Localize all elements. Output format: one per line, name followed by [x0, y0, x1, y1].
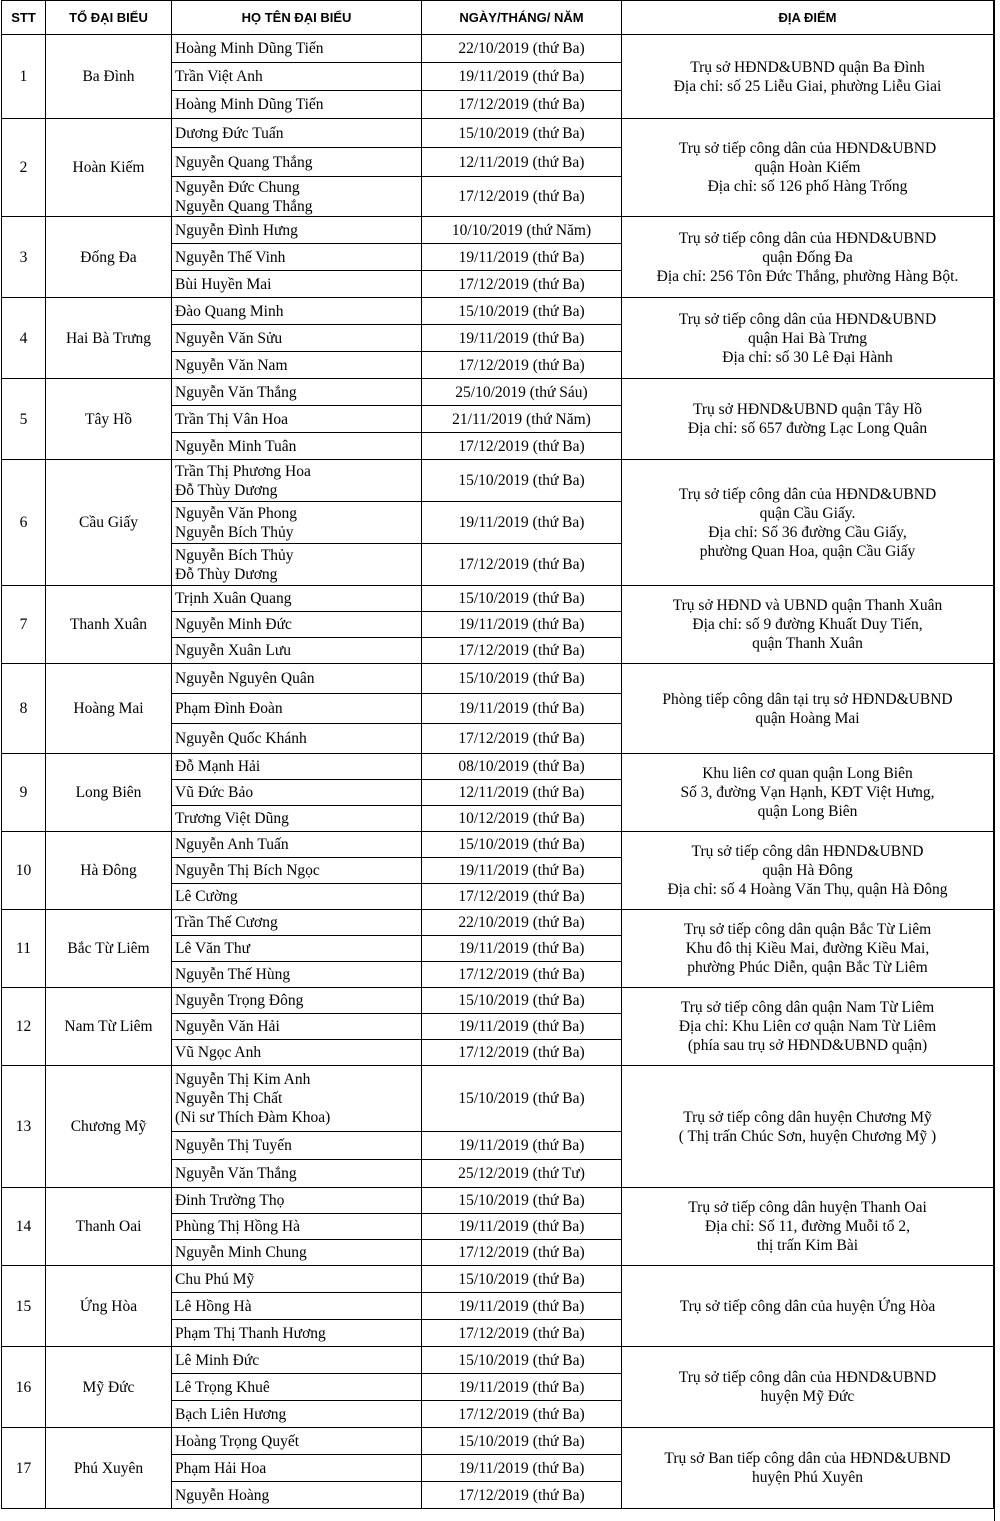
location-line: thị trấn Kim Bài: [756, 1237, 859, 1254]
delegate-name: Dương Đức Tuấn: [175, 124, 284, 142]
delegate-names: [172, 1160, 422, 1188]
location-line: Địa chỉ: Số 11, đường Muỗi tổ 2,: [704, 1218, 911, 1235]
delegate-name: Vũ Đức Bảo: [175, 784, 254, 801]
delegate-names: [172, 148, 422, 177]
delegation-name: Hoàn Kiếm: [46, 119, 172, 217]
location-line: quận Cầu Giấy.: [759, 504, 856, 522]
location-line: Khu liên cơ quan quận Long Biên: [702, 765, 913, 782]
delegate-name: Nguyễn Văn Phong: [175, 504, 297, 522]
location-line: Trụ sở tiếp công dân quận Bắc Từ Liêm: [683, 921, 932, 938]
meeting-date: 17/12/2019 (thứ Ba): [422, 352, 622, 379]
delegate-name: Hoàng Trọng Quyết: [175, 1432, 300, 1450]
meeting-location: [622, 832, 994, 910]
header-name: HỌ TÊN ĐẠI BIỂU: [172, 1, 422, 35]
delegation-name: Ứng Hòa: [46, 1266, 172, 1347]
delegate-name: Nguyễn Bích Thủy: [175, 523, 294, 541]
delegation-name: Ba Đình: [46, 35, 172, 119]
delegate-name: Lê Cường: [175, 888, 238, 905]
delegate-names: [172, 502, 422, 544]
delegation-name: Cầu Giấy: [46, 460, 172, 586]
table-row: [2, 988, 994, 1014]
location-line: Trụ sở Ban tiếp công dân của HĐND&UBND: [664, 1450, 951, 1467]
delegate-names: [172, 884, 422, 910]
meeting-location: [622, 664, 994, 754]
delegate-name: Nguyễn Hoàng: [175, 1486, 270, 1504]
header-stt: STT: [2, 1, 46, 35]
delegate-name: Nguyễn Văn Nam: [175, 356, 288, 374]
delegate-names: [172, 35, 422, 63]
meeting-date: 15/10/2019 (thứ Ba): [422, 832, 622, 858]
meeting-date: 15/10/2019 (thứ Ba): [422, 1066, 622, 1132]
meeting-date: 17/12/2019 (thứ Ba): [422, 177, 622, 217]
delegate-name: Nguyễn Minh Đức: [175, 616, 292, 633]
delegate-name: (Ni sư Thích Đàm Khoa): [175, 1109, 331, 1126]
location-line: quận Hoàng Mai: [755, 709, 860, 727]
location-line: Trụ sở tiếp công dân của HĐND&UBND: [678, 1369, 937, 1386]
meeting-date: 17/12/2019 (thứ Ba): [422, 1320, 622, 1347]
meeting-location: [622, 35, 994, 119]
location-line: Trụ sở tiếp công dân quận Nam Từ Liêm: [680, 999, 935, 1016]
header-group: TỔ ĐẠI BIỂU: [46, 1, 172, 35]
meeting-location: [622, 754, 994, 832]
table-row: [2, 1347, 994, 1374]
row-number: 8: [2, 664, 46, 754]
delegate-names: [172, 177, 422, 217]
meeting-date: 08/10/2019 (thứ Ba): [422, 754, 622, 780]
delegate-names: [172, 298, 422, 325]
meeting-date: 15/10/2019 (thứ Ba): [422, 298, 622, 325]
delegate-name: Chu Phú Mỹ: [175, 1270, 255, 1288]
delegate-name: Nguyễn Thị Tuyến: [175, 1137, 292, 1154]
row-number: 2: [2, 119, 46, 217]
delegate-name: Bạch Liên Hương: [175, 1405, 287, 1423]
meeting-date: 19/11/2019 (thứ Ba): [422, 502, 622, 544]
delegate-names: [172, 1428, 422, 1455]
meeting-date: 15/10/2019 (thứ Ba): [422, 586, 622, 612]
meeting-date: 10/12/2019 (thứ Ba): [422, 806, 622, 832]
delegate-names: [172, 910, 422, 936]
delegate-name: Lê Minh Đức: [175, 1351, 260, 1369]
delegate-name: Nguyễn Văn Sửu: [175, 329, 283, 347]
delegate-names: [172, 988, 422, 1014]
delegate-name: Trịnh Xuân Quang: [175, 590, 292, 607]
delegate-name: Lê Văn Thư: [175, 940, 250, 957]
delegate-name: Nguyễn Văn Thắng: [175, 1165, 297, 1182]
delegate-names: [172, 832, 422, 858]
delegate-name: Nguyễn Quang Thắng: [175, 153, 313, 171]
meeting-date: 19/11/2019 (thứ Ba): [422, 244, 622, 271]
meeting-date: 19/11/2019 (thứ Ba): [422, 63, 622, 91]
delegation-name: Hai Bà Trưng: [46, 298, 172, 379]
delegate-names: [172, 1188, 422, 1214]
table-row: [2, 217, 994, 244]
meeting-date: 15/10/2019 (thứ Ba): [422, 119, 622, 148]
meeting-date: 19/11/2019 (thứ Ba): [422, 858, 622, 884]
delegate-names: [172, 271, 422, 298]
delegation-name: Thanh Oai: [46, 1188, 172, 1266]
delegate-names: [172, 244, 422, 271]
header-date: NGÀY/THÁNG/ NĂM: [422, 1, 622, 35]
meeting-date: 17/12/2019 (thứ Ba): [422, 433, 622, 460]
row-number: 7: [2, 586, 46, 664]
location-line: quận Hoàn Kiếm: [754, 159, 861, 176]
row-number: 4: [2, 298, 46, 379]
delegate-name: Lê Hồng Hà: [175, 1297, 252, 1315]
table-row: [2, 1066, 994, 1132]
delegate-names: [172, 1320, 422, 1347]
delegation-name: Tây Hồ: [46, 379, 172, 460]
location-line: Địa chỉ: số 4 Hoàng Văn Thụ, quận Hà Đông: [667, 881, 948, 898]
delegation-name: Phú Xuyên: [46, 1428, 172, 1509]
location-line: quận Đống Đa: [762, 248, 853, 266]
meeting-date: 17/12/2019 (thứ Ba): [422, 1482, 622, 1509]
meeting-date: 10/10/2019 (thứ Năm): [422, 217, 622, 244]
table-row: [2, 460, 994, 502]
location-line: Trụ sở tiếp công dân HĐND&UBND: [691, 843, 924, 860]
delegate-name: Nguyễn Anh Tuấn: [175, 836, 289, 853]
location-line: Trụ sở HĐND&UBND quận Ba Đình: [690, 58, 925, 76]
delegate-name: Nguyễn Nguyên Quân: [175, 670, 315, 687]
delegate-names: [172, 1240, 422, 1266]
meeting-location: [622, 1066, 994, 1188]
delegation-name: Nam Từ Liêm: [46, 988, 172, 1066]
delegate-names: [172, 1014, 422, 1040]
meeting-date: 17/12/2019 (thứ Ba): [422, 271, 622, 298]
schedule-table: [1, 0, 994, 1509]
table-row: [2, 832, 994, 858]
meeting-date: 21/11/2019 (thứ Năm): [422, 406, 622, 433]
delegate-name: Đỗ Thùy Dương: [175, 565, 278, 583]
meeting-date: 19/11/2019 (thứ Ba): [422, 694, 622, 724]
meeting-location: [622, 119, 994, 217]
delegate-names: [172, 406, 422, 433]
meeting-date: 19/11/2019 (thứ Ba): [422, 1455, 622, 1482]
delegate-name: Nguyễn Minh Chung: [175, 1244, 307, 1261]
delegate-names: [172, 1040, 422, 1066]
meeting-date: 19/11/2019 (thứ Ba): [422, 1293, 622, 1320]
table-row: [2, 1266, 994, 1293]
delegate-names: [172, 612, 422, 638]
delegate-names: [172, 858, 422, 884]
row-number: 16: [2, 1347, 46, 1428]
location-line: huyện Phú Xuyên: [751, 1469, 864, 1486]
location-line: Trụ sở tiếp công dân của HĐND&UBND: [678, 310, 937, 328]
row-number: 6: [2, 460, 46, 586]
meeting-date: 19/11/2019 (thứ Ba): [422, 1014, 622, 1040]
meeting-date: 19/11/2019 (thứ Ba): [422, 325, 622, 352]
location-line: phường Quan Hoa, quận Cầu Giấy: [699, 542, 916, 560]
meeting-date: 15/10/2019 (thứ Ba): [422, 460, 622, 502]
delegate-names: [172, 1293, 422, 1320]
table-row: [2, 910, 994, 936]
delegate-names: [172, 1347, 422, 1374]
row-number: 9: [2, 754, 46, 832]
location-line: Địa chỉ: Khu Liên cơ quận Nam Từ Liêm: [678, 1018, 937, 1035]
delegate-name: Lê Trọng Khuê: [175, 1378, 270, 1396]
delegate-name: Hoàng Minh Dũng Tiến: [175, 96, 324, 113]
location-line: quận Hai Bà Trưng: [747, 329, 868, 347]
delegate-name: Trần Thế Cương: [175, 914, 278, 931]
table-row: [2, 298, 994, 325]
delegate-names: [172, 460, 422, 502]
header-row: [2, 1, 994, 35]
meeting-date: 25/10/2019 (thứ Sáu): [422, 379, 622, 406]
delegate-name: Nguyễn Bích Thủy: [175, 546, 294, 564]
meeting-location: [622, 1266, 994, 1347]
location-line: ( Thị trấn Chúc Sơn, huyện Chương Mỹ ): [678, 1127, 937, 1145]
delegate-names: [172, 91, 422, 119]
location-line: quận Hà Đông: [762, 862, 853, 879]
meeting-date: 22/10/2019 (thứ Ba): [422, 910, 622, 936]
delegate-name: Nguyễn Thị Kim Anh: [175, 1071, 311, 1088]
delegate-name: Nguyễn Thế Hùng: [175, 966, 291, 983]
table-row: [2, 379, 994, 406]
delegate-name: Đỗ Thùy Dương: [175, 481, 278, 499]
location-line: Trụ sở tiếp công dân huyện Thanh Oai: [688, 1199, 927, 1216]
header-place: ĐỊA ĐIỂM: [622, 1, 994, 35]
table-row: [2, 586, 994, 612]
row-number: 12: [2, 988, 46, 1066]
location-line: Khu đô thị Kiều Mai, đường Kiều Mai,: [685, 940, 930, 957]
meeting-location: [622, 910, 994, 988]
delegation-name: Long Biên: [46, 754, 172, 832]
meeting-location: [622, 298, 994, 379]
row-number: 14: [2, 1188, 46, 1266]
delegate-name: Vũ Ngọc Anh: [175, 1044, 262, 1061]
meeting-date: 15/10/2019 (thứ Ba): [422, 664, 622, 694]
location-line: Địa chỉ: số 25 Liễu Giai, phường Liễu Giai: [673, 77, 942, 95]
meeting-date: 17/12/2019 (thứ Ba): [422, 962, 622, 988]
delegate-names: [172, 754, 422, 780]
row-number: 3: [2, 217, 46, 298]
meeting-date: 17/12/2019 (thứ Ba): [422, 884, 622, 910]
meeting-date: 17/12/2019 (thứ Ba): [422, 544, 622, 586]
meeting-location: [622, 988, 994, 1066]
location-line: Địa chỉ: số 657 đường Lạc Long Quân: [687, 420, 928, 437]
location-line: Địa chỉ: 256 Tôn Đức Thắng, phường Hàng Bột.: [656, 267, 959, 285]
row-number: 5: [2, 379, 46, 460]
delegate-name: Nguyễn Thị Bích Ngọc: [175, 862, 320, 879]
location-line: Trụ sở tiếp công dân huyện Chương Mỹ: [683, 1108, 932, 1126]
meeting-date: 19/11/2019 (thứ Ba): [422, 612, 622, 638]
row-number: 11: [2, 910, 46, 988]
delegate-names: [172, 544, 422, 586]
table-row: [2, 119, 994, 148]
delegation-name: Chương Mỹ: [46, 1066, 172, 1188]
delegate-names: [172, 1266, 422, 1293]
delegate-name: Nguyễn Văn Thắng: [175, 383, 297, 401]
location-line: Địa chỉ: số 9 đường Khuất Duy Tiến,: [692, 616, 923, 633]
delegate-name: Trần Thị Vân Hoa: [175, 410, 288, 428]
meeting-date: 19/11/2019 (thứ Ba): [422, 1132, 622, 1160]
delegate-names: [172, 1066, 422, 1132]
location-line: quận Thanh Xuân: [752, 635, 863, 652]
delegate-name: Đỗ Mạnh Hải: [175, 758, 261, 775]
location-line: Trụ sở tiếp công dân của HĐND&UBND: [678, 485, 937, 503]
delegate-name: Nguyễn Quang Thắng: [175, 197, 313, 215]
meeting-date: 17/12/2019 (thứ Ba): [422, 1040, 622, 1066]
delegation-name: Hoàng Mai: [46, 664, 172, 754]
delegate-name: Phạm Hải Hoa: [175, 1459, 267, 1477]
delegate-name: Trương Việt Dũng: [175, 810, 289, 827]
delegate-name: Nguyễn Minh Tuân: [175, 437, 297, 455]
delegate-names: [172, 1401, 422, 1428]
delegate-names: [172, 1374, 422, 1401]
meeting-location: [622, 1347, 994, 1428]
meeting-date: 12/11/2019 (thứ Ba): [422, 780, 622, 806]
delegate-name: Nguyễn Văn Hải: [175, 1018, 280, 1035]
meeting-date: 15/10/2019 (thứ Ba): [422, 988, 622, 1014]
delegate-names: [172, 119, 422, 148]
delegate-names: [172, 724, 422, 754]
delegate-name: Hoàng Minh Dũng Tiến: [175, 40, 324, 57]
delegate-names: [172, 638, 422, 664]
location-line: Phòng tiếp công dân tại trụ sở HĐND&UBND: [662, 690, 953, 708]
delegate-names: [172, 962, 422, 988]
location-line: Trụ sở HĐND&UBND quận Tây Hồ: [692, 401, 923, 418]
delegate-name: Nguyễn Thị Chất: [175, 1090, 283, 1107]
delegate-names: [172, 936, 422, 962]
location-line: Trụ sở HĐND và UBND quận Thanh Xuân: [672, 597, 943, 614]
row-number: 13: [2, 1066, 46, 1188]
meeting-location: [622, 586, 994, 664]
delegate-names: [172, 1455, 422, 1482]
meeting-location: [622, 1188, 994, 1266]
delegate-names: [172, 1214, 422, 1240]
row-number: 15: [2, 1266, 46, 1347]
meeting-date: 17/12/2019 (thứ Ba): [422, 724, 622, 754]
delegate-names: [172, 1132, 422, 1160]
delegate-name: Phùng Thị Hồng Hà: [175, 1218, 301, 1235]
meeting-date: 15/10/2019 (thứ Ba): [422, 1266, 622, 1293]
meeting-date: 17/12/2019 (thứ Ba): [422, 1401, 622, 1428]
location-line: huyện Mỹ Đức: [760, 1388, 855, 1405]
meeting-date: 17/12/2019 (thứ Ba): [422, 1240, 622, 1266]
delegate-name: Nguyễn Đức Chung: [175, 178, 300, 196]
delegate-name: Đào Quang Minh: [175, 302, 284, 320]
meeting-location: [622, 1428, 994, 1509]
meeting-date: 25/12/2019 (thứ Tư): [422, 1160, 622, 1188]
row-number: 1: [2, 35, 46, 119]
delegate-name: Bùi Huyền Mai: [175, 275, 272, 293]
delegate-names: [172, 694, 422, 724]
delegate-name: Phạm Đình Đoàn: [175, 700, 283, 717]
delegate-name: Nguyễn Trọng Đông: [175, 992, 304, 1009]
delegate-name: Trần Thị Phương Hoa: [175, 462, 311, 480]
delegation-name: Hà Đông: [46, 832, 172, 910]
table-row: [2, 1188, 994, 1214]
delegate-names: [172, 1482, 422, 1509]
delegate-names: [172, 664, 422, 694]
delegate-name: Nguyễn Đình Hưng: [175, 221, 298, 239]
table-row: [2, 754, 994, 780]
location-line: Số 3, đường Vạn Hạnh, KĐT Việt Hưng,: [680, 784, 935, 801]
delegation-name: Thanh Xuân: [46, 586, 172, 664]
location-line: Trụ sở tiếp công dân của huyện Ứng Hòa: [679, 1297, 936, 1315]
location-line: Trụ sở tiếp công dân của HĐND&UBND: [678, 140, 937, 157]
delegate-name: Nguyễn Quốc Khánh: [175, 730, 307, 747]
delegate-names: [172, 379, 422, 406]
meeting-location: [622, 460, 994, 586]
meeting-date: 15/10/2019 (thứ Ba): [422, 1188, 622, 1214]
table-row: [2, 664, 994, 694]
meeting-location: [622, 379, 994, 460]
meeting-date: 17/12/2019 (thứ Ba): [422, 91, 622, 119]
delegation-name: Đống Đa: [46, 217, 172, 298]
delegate-names: [172, 433, 422, 460]
delegate-names: [172, 780, 422, 806]
location-line: quận Long Biên: [757, 803, 858, 820]
delegate-name: Nguyễn Xuân Lưu: [175, 642, 292, 659]
delegate-names: [172, 63, 422, 91]
location-line: Địa chỉ: Số 36 đường Cầu Giấy,: [708, 523, 907, 541]
delegate-names: [172, 325, 422, 352]
meeting-date: 12/11/2019 (thứ Ba): [422, 148, 622, 177]
delegate-name: Đinh Trường Thọ: [175, 1192, 285, 1209]
delegate-names: [172, 352, 422, 379]
delegate-name: Phạm Thị Thanh Hương: [175, 1324, 326, 1342]
meeting-date: 22/10/2019 (thứ Ba): [422, 35, 622, 63]
delegate-names: [172, 586, 422, 612]
location-line: Trụ sở tiếp công dân của HĐND&UBND: [678, 229, 937, 247]
delegate-name: Nguyễn Thế Vinh: [175, 248, 286, 266]
delegate-names: [172, 217, 422, 244]
location-line: (phía sau trụ sở HĐND&UBND quận): [687, 1037, 928, 1054]
delegation-name: Mỹ Đức: [46, 1347, 172, 1428]
table-row: [2, 35, 994, 63]
meeting-date: 17/12/2019 (thứ Ba): [422, 638, 622, 664]
right-edge-line: [994, 0, 995, 1521]
delegate-names: [172, 806, 422, 832]
row-number: 17: [2, 1428, 46, 1509]
schedule-body: [2, 35, 994, 1509]
location-line: Địa chỉ: số 126 phố Hàng Trống: [707, 178, 908, 195]
location-line: Địa chỉ: số 30 Lê Đại Hành: [722, 348, 893, 366]
meeting-date: 19/11/2019 (thứ Ba): [422, 1374, 622, 1401]
delegate-name: Trần Việt Anh: [175, 68, 263, 85]
meeting-date: 19/11/2019 (thứ Ba): [422, 1214, 622, 1240]
meeting-date: 15/10/2019 (thứ Ba): [422, 1428, 622, 1455]
meeting-date: 19/11/2019 (thứ Ba): [422, 936, 622, 962]
delegation-name: Bắc Từ Liêm: [46, 910, 172, 988]
location-line: phường Phúc Diễn, quận Bắc Từ Liêm: [687, 959, 928, 976]
meeting-date: 15/10/2019 (thứ Ba): [422, 1347, 622, 1374]
row-number: 10: [2, 832, 46, 910]
table-row: [2, 1428, 994, 1455]
meeting-location: [622, 217, 994, 298]
